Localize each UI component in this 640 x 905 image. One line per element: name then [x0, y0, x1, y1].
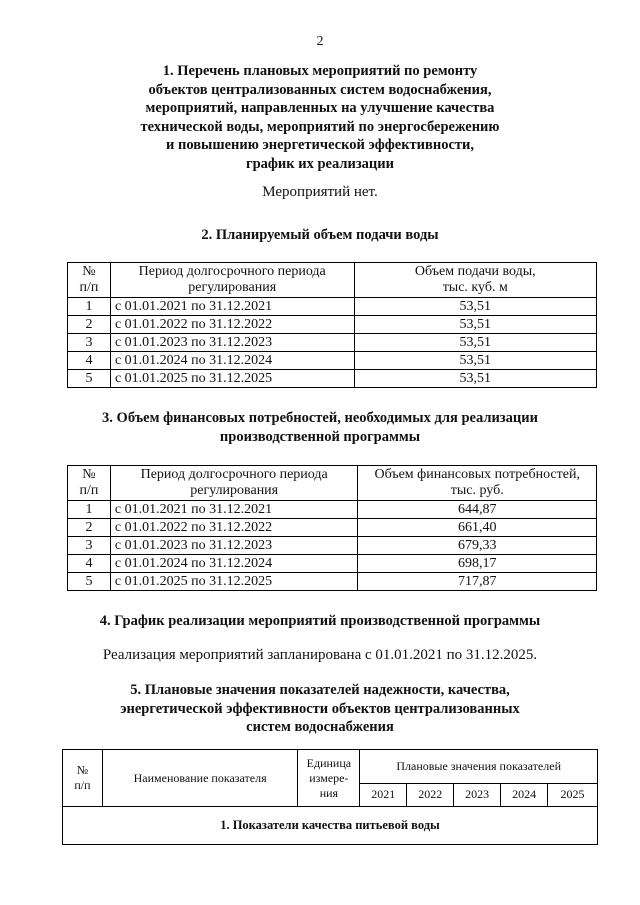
row-value: 53,51: [354, 352, 596, 370]
row-period: с 01.01.2025 по 31.12.2025: [110, 573, 358, 591]
row-period: с 01.01.2025 по 31.12.2025: [110, 370, 354, 388]
row-period: с 01.01.2023 по 31.12.2023: [110, 334, 354, 352]
row-period: с 01.01.2022 по 31.12.2022: [110, 519, 358, 537]
year-header: 2021: [360, 783, 407, 806]
row-number: 5: [68, 573, 111, 591]
num-header: № п/п: [68, 466, 111, 501]
row-period: с 01.01.2021 по 31.12.2021: [110, 501, 358, 519]
indicators-table: [62, 749, 598, 845]
row-value: 661,40: [358, 519, 597, 537]
table-row: [68, 316, 597, 334]
section-4-note: Реализация мероприятий запланирована с 01.01.2021 по 31.12.2025.: [102, 647, 538, 663]
row-period: с 01.01.2021 по 31.12.2021: [110, 298, 354, 316]
table-row: [68, 334, 597, 352]
row-number: 3: [68, 334, 111, 352]
section-3-title-line: производственной программы: [219, 428, 421, 445]
section-1-note: Мероприятий нет.: [262, 184, 378, 200]
row-number: 1: [68, 501, 111, 519]
table-header-row: [63, 750, 598, 784]
section-3-title-line: 3. Объем финансовых потребностей, необходимых для реализации: [102, 410, 538, 426]
row-number: 2: [68, 519, 111, 537]
row-period: с 01.01.2023 по 31.12.2023: [110, 537, 358, 555]
num-header: № п/п: [63, 750, 103, 807]
unit-header: Единица измере- ния: [298, 750, 360, 807]
row-number: 2: [68, 316, 111, 334]
section-1-title-line: объектов централизованных систем водоснабжения,: [148, 81, 492, 98]
row-number: 4: [68, 555, 111, 573]
table-row: [68, 501, 597, 519]
section-3-title: [0, 409, 640, 446]
financial-needs-table: [67, 465, 597, 591]
section-2-title: 2. Планируемый объем подачи воды: [201, 227, 439, 243]
row-number: 5: [68, 370, 111, 388]
row-value: 717,87: [358, 573, 597, 591]
year-header: 2022: [407, 783, 454, 806]
row-number: 3: [68, 537, 111, 555]
table-row: [68, 352, 597, 370]
row-number: 1: [68, 298, 111, 316]
period-header: Период долгосрочного периода регулирования: [110, 466, 358, 501]
page-number: 2: [316, 34, 324, 49]
subsection-title: 1. Показатели качества питьевой воды: [63, 807, 598, 845]
row-value: 698,17: [358, 555, 597, 573]
section-5-title-line: 5. Плановые значения показателей надежности, качества,: [130, 682, 510, 698]
section-1-title-line: график их реализации: [245, 155, 394, 172]
year-header: 2025: [548, 783, 598, 806]
row-value: 644,87: [358, 501, 597, 519]
section-1-title-line: и повышению энергетической эффективности,: [166, 137, 474, 153]
indicator-name-header: Наименование показателя: [102, 750, 298, 807]
water-supply-table: [67, 262, 597, 388]
section-4-title: 4. График реализации мероприятий производственной программы: [99, 613, 541, 629]
period-header: Период долгосрочного периода регулирования: [110, 263, 354, 298]
table-row: [68, 537, 597, 555]
table-row: [68, 370, 597, 388]
row-value: 53,51: [354, 316, 596, 334]
volume-header: Объем подачи воды, тыс. куб. м: [354, 263, 596, 298]
row-value: 53,51: [354, 370, 596, 388]
row-period: с 01.01.2022 по 31.12.2022: [110, 316, 354, 334]
row-value: 53,51: [354, 298, 596, 316]
table-row: [68, 573, 597, 591]
year-header: 2024: [501, 783, 548, 806]
section-5-title: [0, 681, 640, 737]
section-5-title-line: энергетической эффективности объектов централизованных: [120, 700, 520, 717]
table-header-row: [68, 466, 597, 501]
row-number: 4: [68, 352, 111, 370]
section-1-title-line: мероприятий, направленных на улучшение качества: [145, 100, 495, 116]
section-1-title: [0, 62, 640, 173]
section-5-title-line: систем водоснабжения: [246, 719, 394, 735]
row-period: с 01.01.2024 по 31.12.2024: [110, 555, 358, 573]
table-header-row: [68, 263, 597, 298]
table-row: [68, 298, 597, 316]
row-value: 679,33: [358, 537, 597, 555]
planned-values-header: Плановые значения показателей: [360, 750, 598, 784]
subsection-row: [63, 807, 598, 845]
row-period: с 01.01.2024 по 31.12.2024: [110, 352, 354, 370]
section-1-title-line: 1. Перечень плановых мероприятий по ремонту: [162, 63, 478, 79]
row-value: 53,51: [354, 334, 596, 352]
section-1-title-line: технической воды, мероприятий по энергосбережению: [140, 118, 500, 135]
table-row: [68, 555, 597, 573]
table-row: [68, 519, 597, 537]
year-header: 2023: [454, 783, 501, 806]
num-header: № п/п: [68, 263, 111, 298]
financial-needs-header: Объем финансовых потребностей, тыс. руб.: [358, 466, 597, 501]
